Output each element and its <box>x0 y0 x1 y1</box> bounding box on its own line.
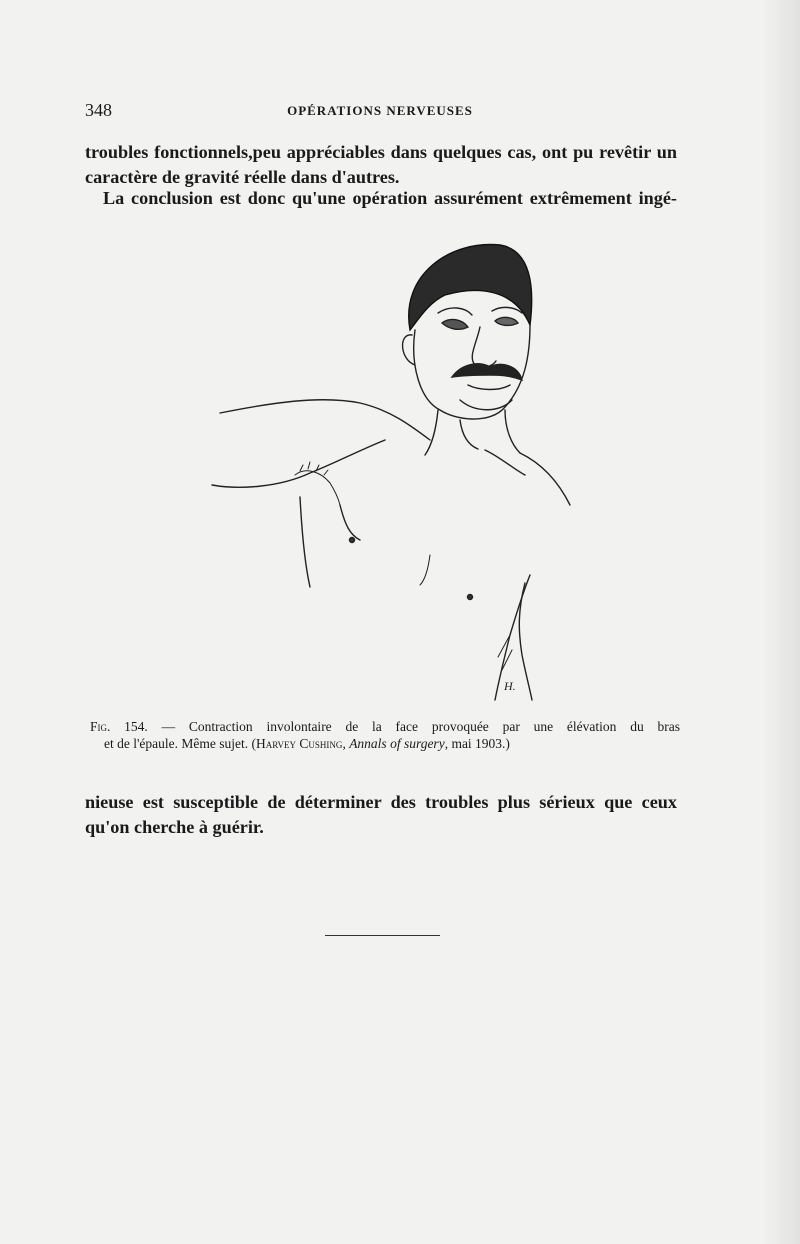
running-head: OPÉRATIONS NERVEUSES <box>287 103 473 118</box>
caption-line-1 <box>90 718 680 735</box>
section-rule <box>325 935 440 936</box>
artist-signature: H. <box>504 679 516 693</box>
page-number: 348 <box>85 100 112 120</box>
paragraph-3 <box>85 790 677 840</box>
figure-caption <box>90 718 680 752</box>
paragraph-line: caractère de gravité réelle dans d'autres. <box>85 167 400 187</box>
caption-author: Harvey Cushing <box>256 736 343 751</box>
caption-text: — Contraction involontaire de la face provoquée par une élévation du bras <box>147 719 680 734</box>
caption-journal: Annals of surgery <box>349 736 445 751</box>
page-header <box>85 100 675 122</box>
caption-text-2: et de l'épaule. Même sujet. ( <box>104 736 257 751</box>
caption-date: , mai 1903.) <box>444 736 510 751</box>
figure-label: Fig. 154. <box>90 719 148 734</box>
engraving-drawing <box>200 235 600 705</box>
paragraph-line: La conclusion est donc qu'une opération assurément extrêmement ingé- <box>103 188 677 208</box>
page-edge-shadow <box>760 0 800 1244</box>
paragraph-2 <box>85 186 677 211</box>
paragraph-line: qu'on cherche à guérir. <box>85 817 264 837</box>
paragraph-1 <box>85 140 677 190</box>
caption-separator: , <box>342 736 350 751</box>
caption-line-2 <box>90 735 680 752</box>
paragraph-line: nieuse est susceptible de déterminer des troubles plus sérieux que ceux <box>85 792 677 812</box>
figure-illustration <box>200 235 600 705</box>
paragraph-line: troubles fonctionnels,peu appréciables dans quelques cas, ont pu revêtir un <box>85 142 677 162</box>
